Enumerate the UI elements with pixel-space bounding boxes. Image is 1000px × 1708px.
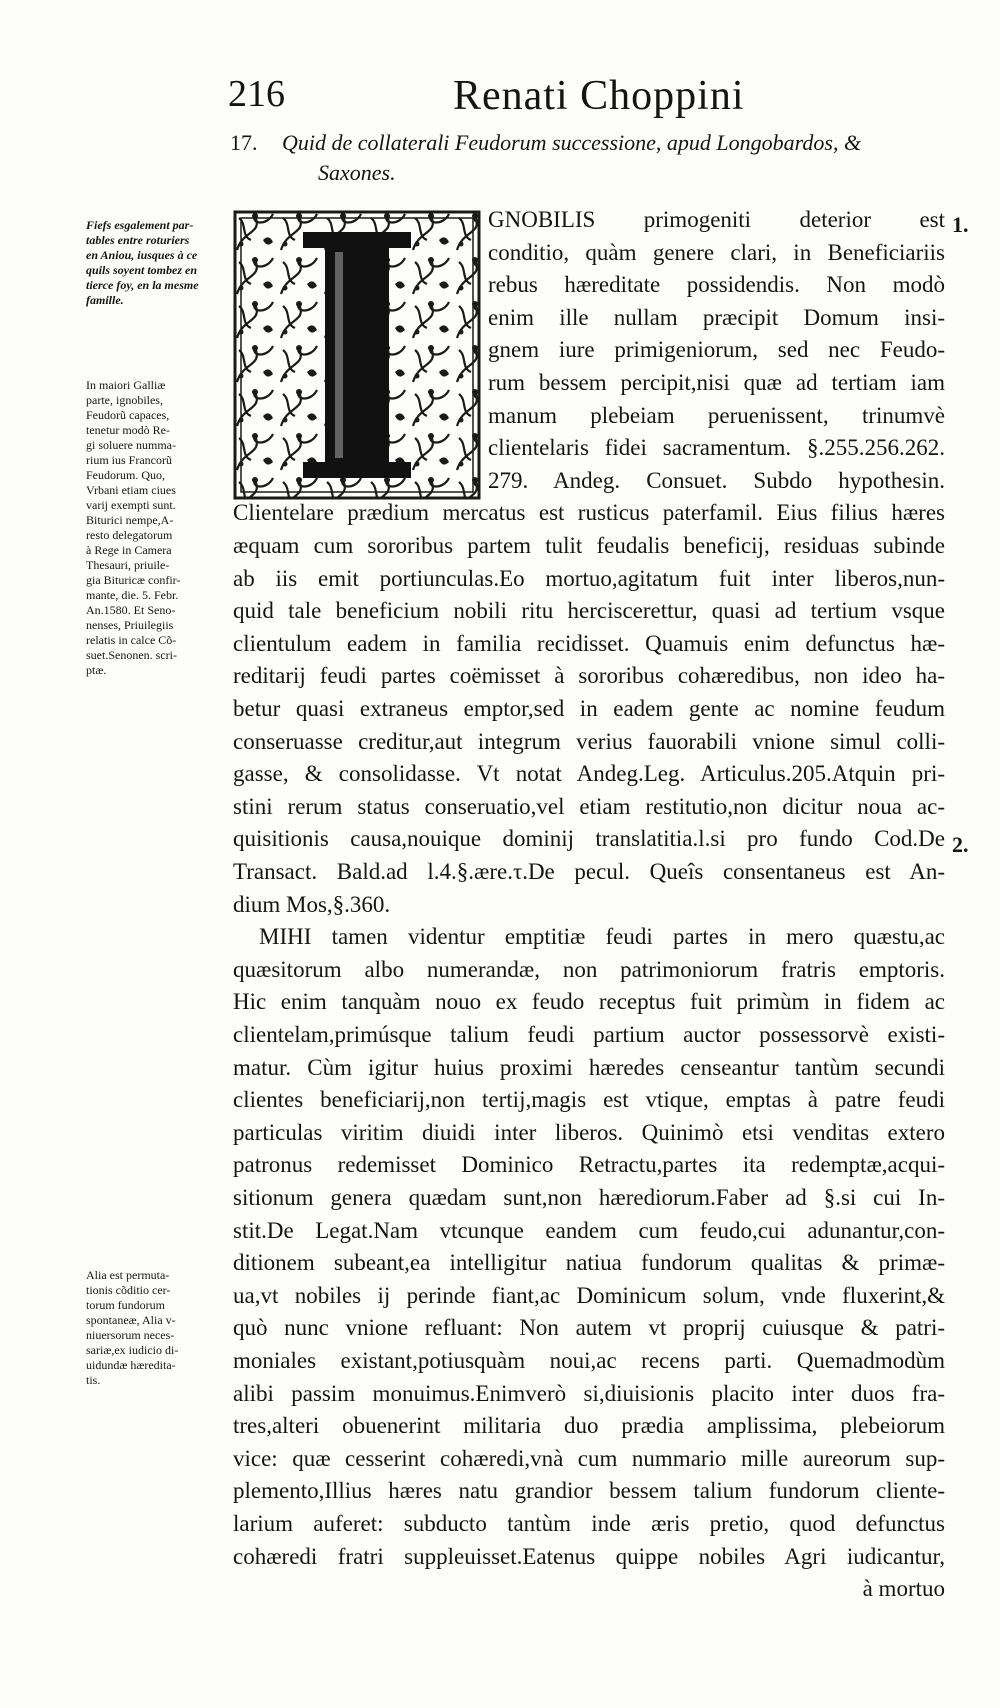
margin-note-line: relatis in calce Cõ- — [86, 633, 177, 647]
margin-note — [86, 1268, 178, 1388]
margin-note-line: sariæ,ex iudicio di- — [86, 1343, 179, 1357]
text-line: GNOBILIS primogeniti deterior est — [488, 207, 945, 232]
text-line: conseruasse creditur,aut integrum verius fauorabili vnione simul colli- — [233, 728, 945, 754]
text-line: ditionem subeant,ea intelligitur natiua fundorum qualitas & primæ- — [233, 1250, 945, 1276]
margin-note-line: quils soyent tombez en — [86, 263, 198, 277]
text-line: particulas viritim diuidi inter liberos. Quinimò etsi venditas extero — [233, 1119, 945, 1145]
margin-note-line: Fiefs esgalement par- — [86, 218, 194, 232]
text-line: stit.De Legat.Nam vtcunque eandem cum feudo,cui adunantur,con- — [233, 1217, 945, 1243]
text-line: clientelaris fidei sacramentum. §.255.256.262. — [488, 435, 945, 461]
text-line: alibi passim monuimus.Enimverò si,diuisionis placito inter duos fra- — [233, 1380, 945, 1406]
text-line: ua,vt nobiles ij perinde fiant,ac Dominicum solum, vnde fluxerint,& — [233, 1282, 945, 1308]
margin-note — [86, 218, 199, 308]
text-line: dium Mos,§.360. — [233, 891, 391, 917]
text-line: sitionum genera quædam sunt,non hærediorum.Faber ad §.si cui In- — [233, 1185, 945, 1210]
margin-note-line: ptæ. — [86, 663, 107, 677]
margin-note-line: niuersorum neces- — [86, 1328, 175, 1342]
text-line: ab iis emit portiunculas.Eo mortuo,agitatum fuit inter liberos,nun- — [233, 565, 945, 591]
margin-note-line: Thesauri, priuile- — [86, 558, 170, 572]
margin-number: 2. — [952, 832, 969, 857]
text-line: rebus hæreditate possidendis. Non modò — [488, 272, 945, 298]
text-line: rum bessem percipit,nisi quæ ad tertiam iam — [488, 370, 945, 395]
margin-note-line: An.1580. Et Seno- — [86, 603, 176, 617]
margin-note-line: torum fundorum — [86, 1298, 165, 1312]
margin-note-line: Feudorum. Quo, — [86, 468, 165, 482]
margin-note-line: tables entre roturiers — [86, 233, 190, 247]
margin-note-line: suet.Senonen. scri- — [86, 648, 177, 662]
text-line: 279. Andeg. Consuet. Subdo hypothesin. — [488, 467, 945, 493]
margin-note-line: Feudorũ capaces, — [86, 408, 170, 422]
running-head — [228, 72, 948, 122]
text-line: conditio, quàm genere clari, in Beneficiariis — [488, 239, 945, 265]
text-line: manum plebeiam peruenissent, trinumvè — [488, 402, 945, 428]
text-line: tres,alteri obuenerint militaria duo prædia amplissima, plebeiorum — [233, 1413, 945, 1439]
text-line: clientelam,primúsque talium feudi partium auctor possessorvè existi- — [233, 1022, 945, 1047]
margin-note-line: gi soluere numma- — [86, 438, 176, 452]
margin-note-line: rium ius Francorũ — [86, 453, 172, 467]
margin-note-line: spontaneæ, Alia v- — [86, 1313, 176, 1327]
running-title: Renati Choppini — [453, 73, 745, 119]
text-line: gasse, & consolidasse. Vt notat Andeg.Leg. Articulus.205.Atquin pri- — [233, 761, 945, 787]
page-number: 216 — [228, 73, 285, 115]
text-line: enim ille nullam præcipit Domum insi- — [488, 304, 945, 330]
text-line: à mortuo — [862, 1576, 945, 1602]
text-line: Transact. Bald.ad l.4.§.ære.τ.De pecul. Queîs consentaneus est An- — [233, 859, 945, 884]
summary-number: 17. — [230, 130, 258, 155]
text-line: matur. Cùm igitur huius proximi hæredes censeantur tantùm secundi — [233, 1054, 945, 1080]
text-line: plemento,Illius hæres natu grandior bessem talium fundorum cliente- — [233, 1478, 945, 1504]
margin-note-line: tionis cõditio cer- — [86, 1283, 171, 1297]
text-line: reditarij feudi partes coëmisset à sororibus cohæredibus, non ideo ha- — [233, 663, 945, 689]
margin-number: 1. — [952, 212, 969, 237]
margin-note-line: gia Bituricæ confir- — [86, 573, 181, 587]
margin-note-line: à Rege in Camera — [86, 543, 172, 557]
margin-note-line: nenses, Priuilegiis — [86, 618, 174, 632]
text-line: larium auferet: subducto tantùm inde æris pretio, quod defunctus — [233, 1511, 945, 1536]
margin-note-line: en Aniou, iusques à ce — [86, 248, 198, 262]
text-line: MIHI tamen videntur emptitiæ feudi partes in mero quæstu,ac — [259, 924, 945, 950]
margin-note-line: tis. — [86, 1373, 101, 1387]
text-line: quisitionis causa,nouique dominij translatitia.l.si pro fundo Cod.De — [233, 826, 945, 852]
margin-note-line: varij exempti sunt. — [86, 498, 176, 512]
summary-line: Quid de collaterali Feudorum successione, apud Longobardos, & — [282, 130, 862, 155]
margin-note — [86, 378, 180, 678]
text-line: gnem iure primigeniorum, sed nec Feudo- — [488, 337, 945, 363]
margin-note-line: uidundæ hæredita- — [86, 1358, 176, 1372]
text-line: æquam cum sororibus partem tulit feudalis beneficij, residuas subinde — [233, 533, 945, 558]
margin-note-line: In maiori Galliæ — [86, 378, 166, 392]
text-line: stini rerum status conseruatio,vel etiam restitutio,non dicitur noua ac- — [233, 793, 945, 819]
text-line: quæsitorum albo numerandæ, non patrimoniorum fratris emptoris. — [233, 956, 945, 982]
decorated-initial-letter — [233, 210, 481, 500]
margin-note-line: Vrbani etiam ciues — [86, 483, 176, 497]
text-line: Clientelare prædium mercatus est rusticus paterfamil. Eius filius hæres — [233, 500, 945, 526]
margin-note-line: Alia est permuta- — [86, 1268, 170, 1282]
text-line: clientes beneficiarij,non tertij,magis est vtique, emptas à patre feudi — [233, 1087, 945, 1113]
text-line: patronus redemisset Dominico Retractu,partes ita redemptæ,acqui- — [233, 1152, 945, 1178]
text-line: betur quasi extraneus emptor,sed in eadem gente ac nomine feudum — [233, 696, 945, 721]
margin-note-line: tierce foy, en la mesme — [86, 278, 199, 292]
text-line: clientulum eadem in familia recidisset. Quamuis enim defunctus hæ- — [233, 630, 945, 656]
text-line: vice: quæ cesserint cohæredi,vnà cum nummario mille aureorum sup- — [233, 1445, 945, 1471]
text-line: quò nunc vnione refluant: Non autem vt proprij cuiusque & patri- — [233, 1315, 945, 1341]
margin-note-line: resto delegatorum — [86, 528, 173, 542]
margin-note-line: Biturici nempe,A- — [86, 513, 174, 527]
text-line: moniales existant,potiusquàm noui,ac recens parti. Quemadmodùm — [233, 1348, 945, 1373]
margin-note-line: mante, die. 5. Febr. — [86, 588, 179, 602]
text-line: Hic enim tanquàm nouo ex feudo receptus fuit primùm in fidem ac — [233, 989, 945, 1015]
text-line: quid tale beneficium nobili ritu herciscerettur, quasi ad tertium vsque — [233, 598, 945, 624]
margin-note-line: tenetur modò Re- — [86, 423, 170, 437]
summary-line: Saxones. — [318, 160, 396, 185]
text-line: cohæredi fratri suppleuisset.Eatenus quippe nobiles Agri iudicantur, — [233, 1543, 945, 1569]
margin-note-line: parte, ignobiles, — [86, 393, 163, 407]
margin-note-line: famille. — [86, 293, 124, 307]
